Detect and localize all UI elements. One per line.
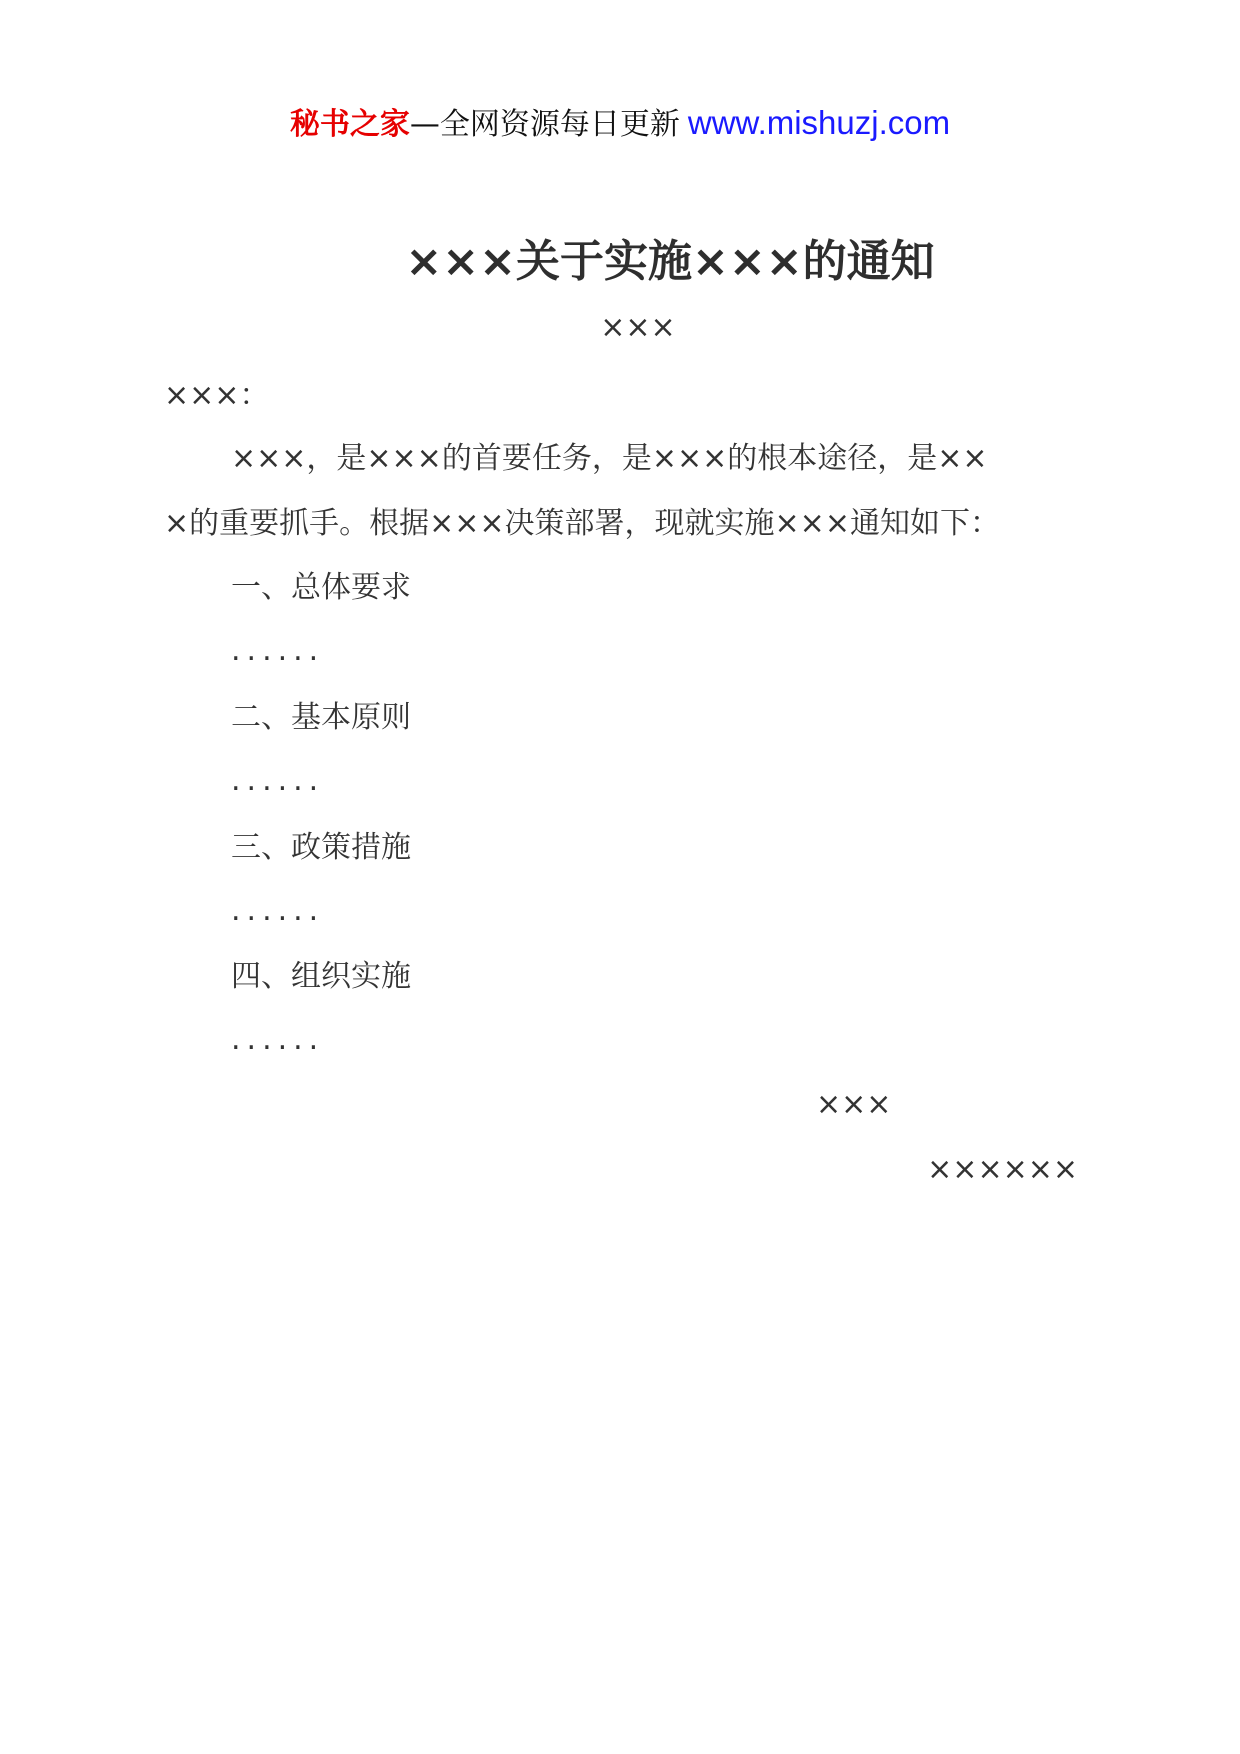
site-header (0, 100, 1240, 148)
section-heading: 三、政策措施 (231, 830, 411, 865)
document-author: ××× (600, 310, 676, 345)
intro-paragraph-line-1: ×××，是×××的首要任务，是×××的根本途径，是×× (231, 441, 988, 476)
section-content-ellipsis: ...... (231, 1022, 325, 1057)
section-heading: 二、基本原则 (231, 700, 411, 735)
document-title: ×××关于实施×××的通知 (405, 236, 935, 287)
site-url-link[interactable]: www.mishuzj.com (687, 104, 951, 141)
brand-name: 秘书之家 (289, 107, 410, 142)
section-heading: 一、总体要求 (231, 570, 411, 605)
header-slogan: —全网资源每日更新 (409, 107, 680, 142)
signature-organization: ××× (816, 1087, 892, 1122)
intro-paragraph-line-2: ×的重要抓手。根据×××决策部署，现就实施×××通知如下： (164, 506, 1000, 541)
section-content-ellipsis: ...... (231, 763, 325, 798)
section-heading: 四、组织实施 (231, 959, 411, 994)
salutation: ×××： (164, 378, 270, 413)
section-content-ellipsis: ...... (231, 893, 325, 928)
section-content-ellipsis: ...... (231, 633, 325, 668)
signature-date: ×××××× (927, 1152, 1078, 1187)
